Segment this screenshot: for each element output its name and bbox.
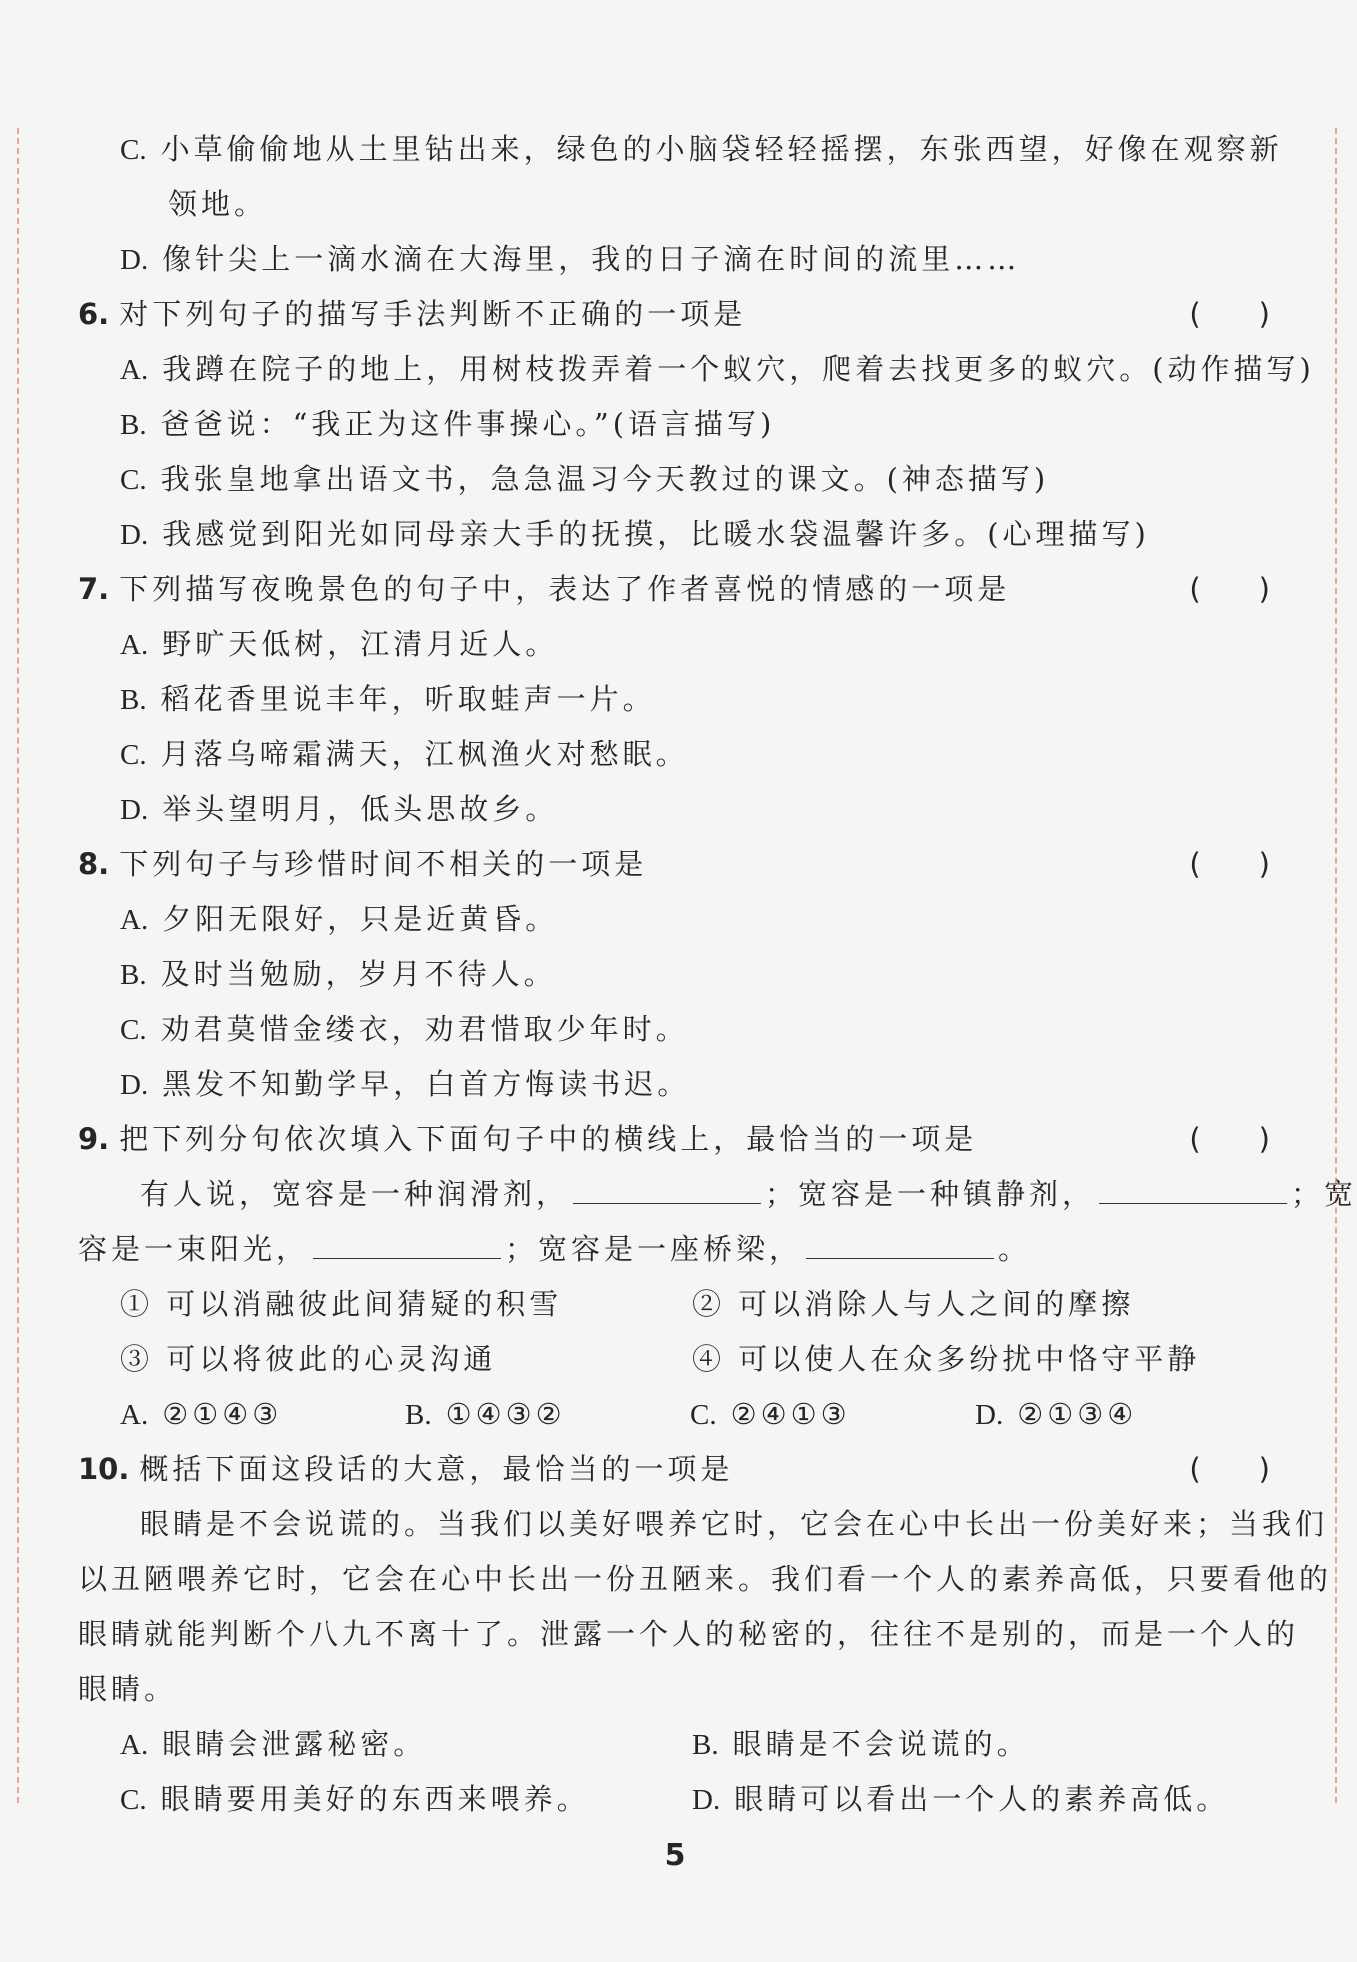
q10-option-b: B. 眼睛是不会说谎的。: [692, 1727, 1030, 1761]
q10-options-row-1: [78, 1717, 1270, 1772]
q10-stem: 10. 概括下面这段话的大意，最恰当的一项是 ( ): [78, 1442, 1270, 1497]
q10-passage-line-4: 眼睛。: [78, 1672, 178, 1706]
q6-stem: 6. 对下列句子的描写手法判断不正确的一项是 ( ): [78, 287, 1270, 342]
left-margin-dashed-line: [17, 128, 19, 1803]
answer-parentheses[interactable]: ( ): [1189, 1122, 1270, 1156]
question-content: [78, 122, 1357, 1827]
q9-clauses-row-2: [78, 1332, 1270, 1387]
q10-passage-line-1: 眼睛是不会说谎的。当我们以美好喂养它时，它会在心中长出一份美好来；当我们: [140, 1507, 1329, 1541]
q8-option-a: A. 夕阳无限好，只是近黄昏。: [120, 902, 559, 936]
q9-option-c: C. ②④①③: [690, 1397, 851, 1431]
q10-passage-line-2: 以丑陋喂养它时，它会在心中长出一份丑陋来。我们看一个人的素养高低，只要看他的: [78, 1562, 1333, 1596]
q10-option-c: C. 眼睛要用美好的东西来喂养。: [120, 1782, 590, 1816]
q6-option-a: A. 我蹲在院子的地上，用树枝拨弄着一个蚁穴，爬着去找更多的蚁穴。(动作描写): [120, 352, 1315, 386]
q7-stem: 7. 下列描写夜晚景色的句子中，表达了作者喜悦的情感的一项是 ( ): [78, 562, 1270, 617]
q10-passage-line-3: 眼睛就能判断个八九不离十了。泄露一个人的秘密的，往往不是别的，而是一个人的: [78, 1617, 1300, 1651]
q10-option-d: D. 眼睛可以看出一个人的素养高低。: [692, 1782, 1230, 1816]
q7-option-a: A. 野旷天低树，江清月近人。: [120, 627, 559, 661]
q9-stem: 9. 把下列分句依次填入下面句子中的横线上，最恰当的一项是 ( ): [78, 1112, 1270, 1167]
q5-option-d: D. 像针尖上一滴水滴在大海里，我的日子滴在时间的流里……: [120, 242, 1021, 276]
q9-clauses-row-1: [78, 1277, 1270, 1332]
clause-3: ③ 可以将彼此的心灵沟通: [120, 1342, 497, 1376]
fill-blank-3[interactable]: [313, 1234, 501, 1259]
answer-parentheses[interactable]: ( ): [1189, 1452, 1270, 1486]
q9-passage-line-2: 容是一束阳光， ；宽容是一座桥梁， 。: [78, 1232, 1032, 1266]
answer-parentheses[interactable]: ( ): [1189, 572, 1270, 606]
q6-option-d: D. 我感觉到阳光如同母亲大手的抚摸，比暖水袋温馨许多。(心理描写): [120, 517, 1150, 551]
q10-option-a: A. 眼睛会泄露秘密。: [120, 1727, 427, 1761]
q8-option-c: C. 劝君莫惜金缕衣，劝君惜取少年时。: [120, 1012, 689, 1046]
fill-blank-4[interactable]: [806, 1234, 994, 1259]
q9-option-d: D. ②①③④: [975, 1397, 1138, 1431]
q7-option-d: D. 举头望明月，低头思故乡。: [120, 792, 559, 826]
q5-option-c: C. 小草偷偷地从土里钻出来，绿色的小脑袋轻轻摇摆，东张西望，好像在观察新: [120, 132, 1283, 166]
clause-1: ① 可以消融彼此间猜疑的积雪: [120, 1287, 563, 1321]
answer-parentheses[interactable]: ( ): [1189, 847, 1270, 881]
q8-option-b: B. 及时当勉励，岁月不待人。: [120, 957, 557, 991]
page-number: 5: [664, 1838, 686, 1873]
fill-blank-2[interactable]: [1099, 1179, 1287, 1204]
q7-option-c: C. 月落乌啼霜满天，江枫渔火对愁眠。: [120, 737, 689, 771]
q6-option-b: B. 爸爸说：“我正为这件事操心。”(语言描写): [120, 407, 776, 441]
q8-stem: 8. 下列句子与珍惜时间不相关的一项是 ( ): [78, 837, 1270, 892]
q6-option-c: C. 我张皇地拿出语文书，急急温习今天教过的课文。(神态描写): [120, 462, 1050, 496]
q8-option-d: D. 黑发不知勤学早，白首方悔读书迟。: [120, 1067, 691, 1101]
right-margin-dashed-line: [1335, 128, 1337, 1803]
q9-passage-line-1: 有人说，宽容是一种润滑剂， ；宽容是一种镇静剂， ；宽: [140, 1177, 1357, 1211]
q10-options-row-2: [78, 1772, 1270, 1827]
clause-4: ④ 可以使人在众多纷扰中恪守平静: [692, 1342, 1201, 1376]
answer-parentheses[interactable]: ( ): [1189, 297, 1270, 331]
q5-option-c-continued: 领地。: [168, 187, 268, 221]
q9-options: [78, 1387, 1270, 1442]
clause-2: ② 可以消除人与人之间的摩擦: [692, 1287, 1135, 1321]
q9-option-b: B. ①④③②: [405, 1397, 566, 1431]
q7-option-b: B. 稻花香里说丰年，听取蛙声一片。: [120, 682, 656, 716]
q9-option-a: A. ②①④③: [120, 1397, 283, 1431]
fill-blank-1[interactable]: [573, 1179, 761, 1204]
